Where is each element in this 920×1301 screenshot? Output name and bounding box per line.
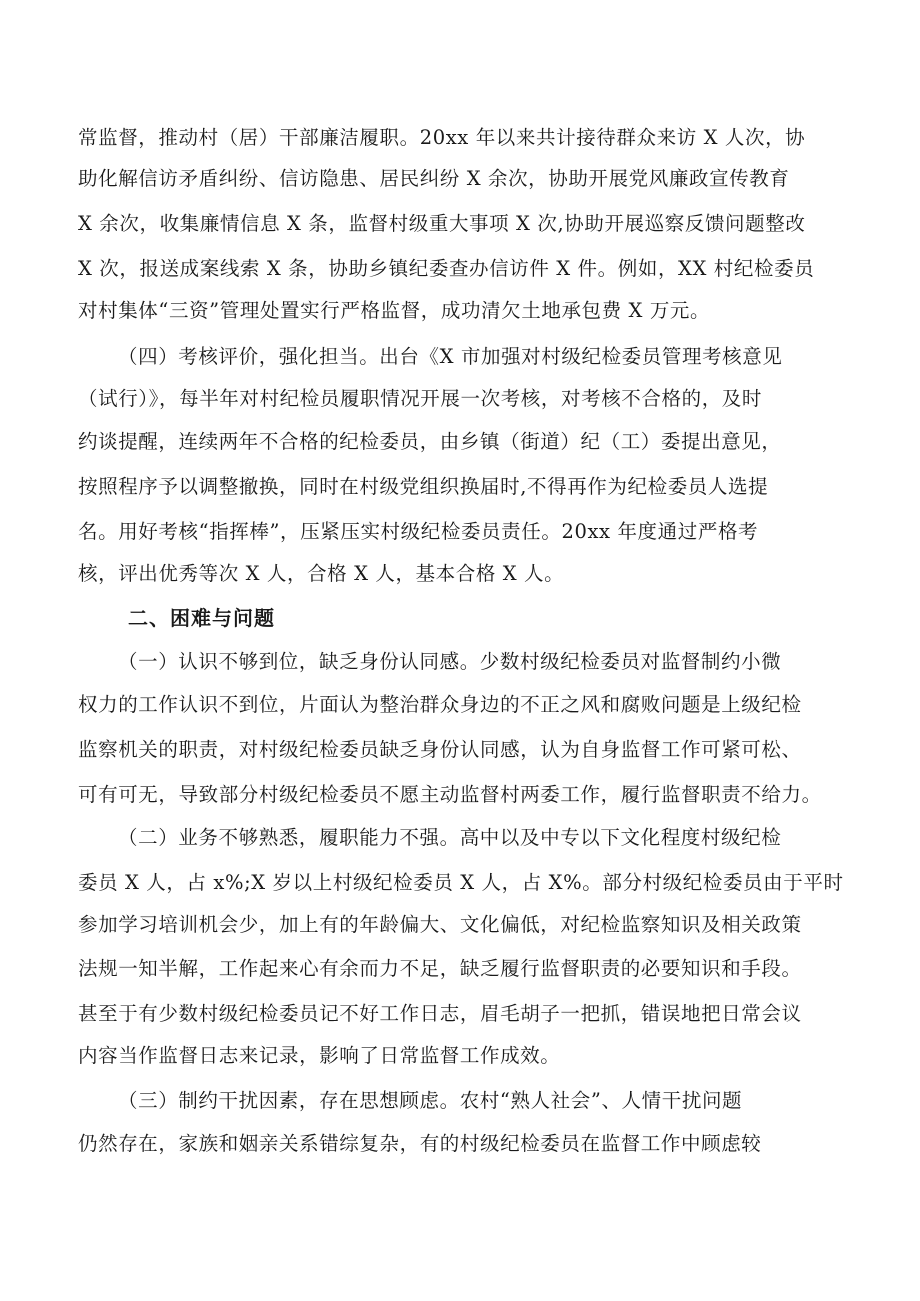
body-text-line: 常监督，推动村（居）干部廉洁履职。20xx 年以来共计接待群众来访 X 人次，协	[78, 126, 806, 149]
body-text-line: 法规一知半解，工作起来心有余而力不足，缺乏履行监督职责的必要知识和手段。	[78, 957, 802, 980]
paragraph-two-start: （二）业务不够熟悉，履职能力不强。高中以及中专以下文化程度村级纪检	[118, 826, 782, 849]
body-text-line: 核，评出优秀等次 X 人，合格 X 人，基本合格 X 人。	[78, 562, 565, 585]
body-text-line: 对村集体“三资”管理处置实行严格监督，成功清欠土地承包费 X 万元。	[78, 299, 711, 322]
body-text-line: 按照程序予以调整撤换，同时在村级党组织换届时,不得再作为纪检委员人选提	[78, 475, 769, 498]
body-text-line: 仍然存在，家族和姻亲关系错综复杂，有的村级纪检委员在监督工作中顾虑较	[78, 1132, 762, 1155]
paragraph-three-start: （三）制约干扰因素，存在思想顾虑。农村“熟人社会”、人情干扰问题	[118, 1089, 743, 1112]
body-text-line: 名。用好考核“指挥棒”，压紧压实村级纪检委员责任。20xx 年度通过严格考	[78, 520, 759, 543]
body-text-line: 权力的工作认识不到位，片面认为整治群众身边的不正之风和腐败问题是上级纪检	[78, 693, 802, 716]
body-text-line: 内容当作监督日志来记录，影响了日常监督工作成效。	[78, 1044, 561, 1067]
body-text-line: （试行）》，每半年对村纪检员履职情况开展一次考核，对考核不合格的，及时	[78, 387, 763, 410]
paragraph-four-start: （四）考核评价，强化担当。出台《X 市加强对村级纪检委员管理考核意见	[118, 345, 783, 368]
body-text-line: 甚至于有少数村级纪检委员记不好工作日志，眉毛胡子一把抓，错误地把日常会议	[78, 1002, 802, 1025]
body-text-line: 可有可无，导致部分村级纪检委员不愿主动监督村两委工作，履行监督职责不给力。	[78, 783, 822, 806]
body-text-line: X 余次，收集廉情信息 X 条，监督村级重大事项 X 次,协助开展巡察反馈问题整改	[78, 212, 806, 235]
paragraph-one-start: （一）认识不够到位，缺乏身份认同感。少数村级纪检委员对监督制约小微	[118, 650, 782, 673]
body-text-line: 约谈提醒，连续两年不合格的纪检委员，由乡镇（街道）纪（工）委提出意见，	[78, 430, 782, 453]
body-text-line: 监察机关的职责，对村级纪检委员缺乏身份认同感，认为自身监督工作可紧可松、	[78, 738, 802, 761]
body-text-line: X 次，报送成案线索 X 条，协助乡镇纪委查办信访件 X 件。例如，XX 村纪检委员	[78, 257, 815, 280]
body-text-line: 助化解信访矛盾纠纷、信访隐患、居民纠纷 X 余次，协助开展党风廉政宣传教育	[78, 167, 790, 190]
section-heading: 二、困难与问题	[128, 606, 275, 630]
body-text-line: 参加学习培训机会少，加上有的年龄偏大、文化偏低，对纪检监察知识及相关政策	[78, 913, 802, 936]
body-text-line: 委员 X 人，占 x%;X 岁以上村级纪检委员 X 人，占 X%。部分村级纪检委员由于平时	[78, 871, 844, 894]
